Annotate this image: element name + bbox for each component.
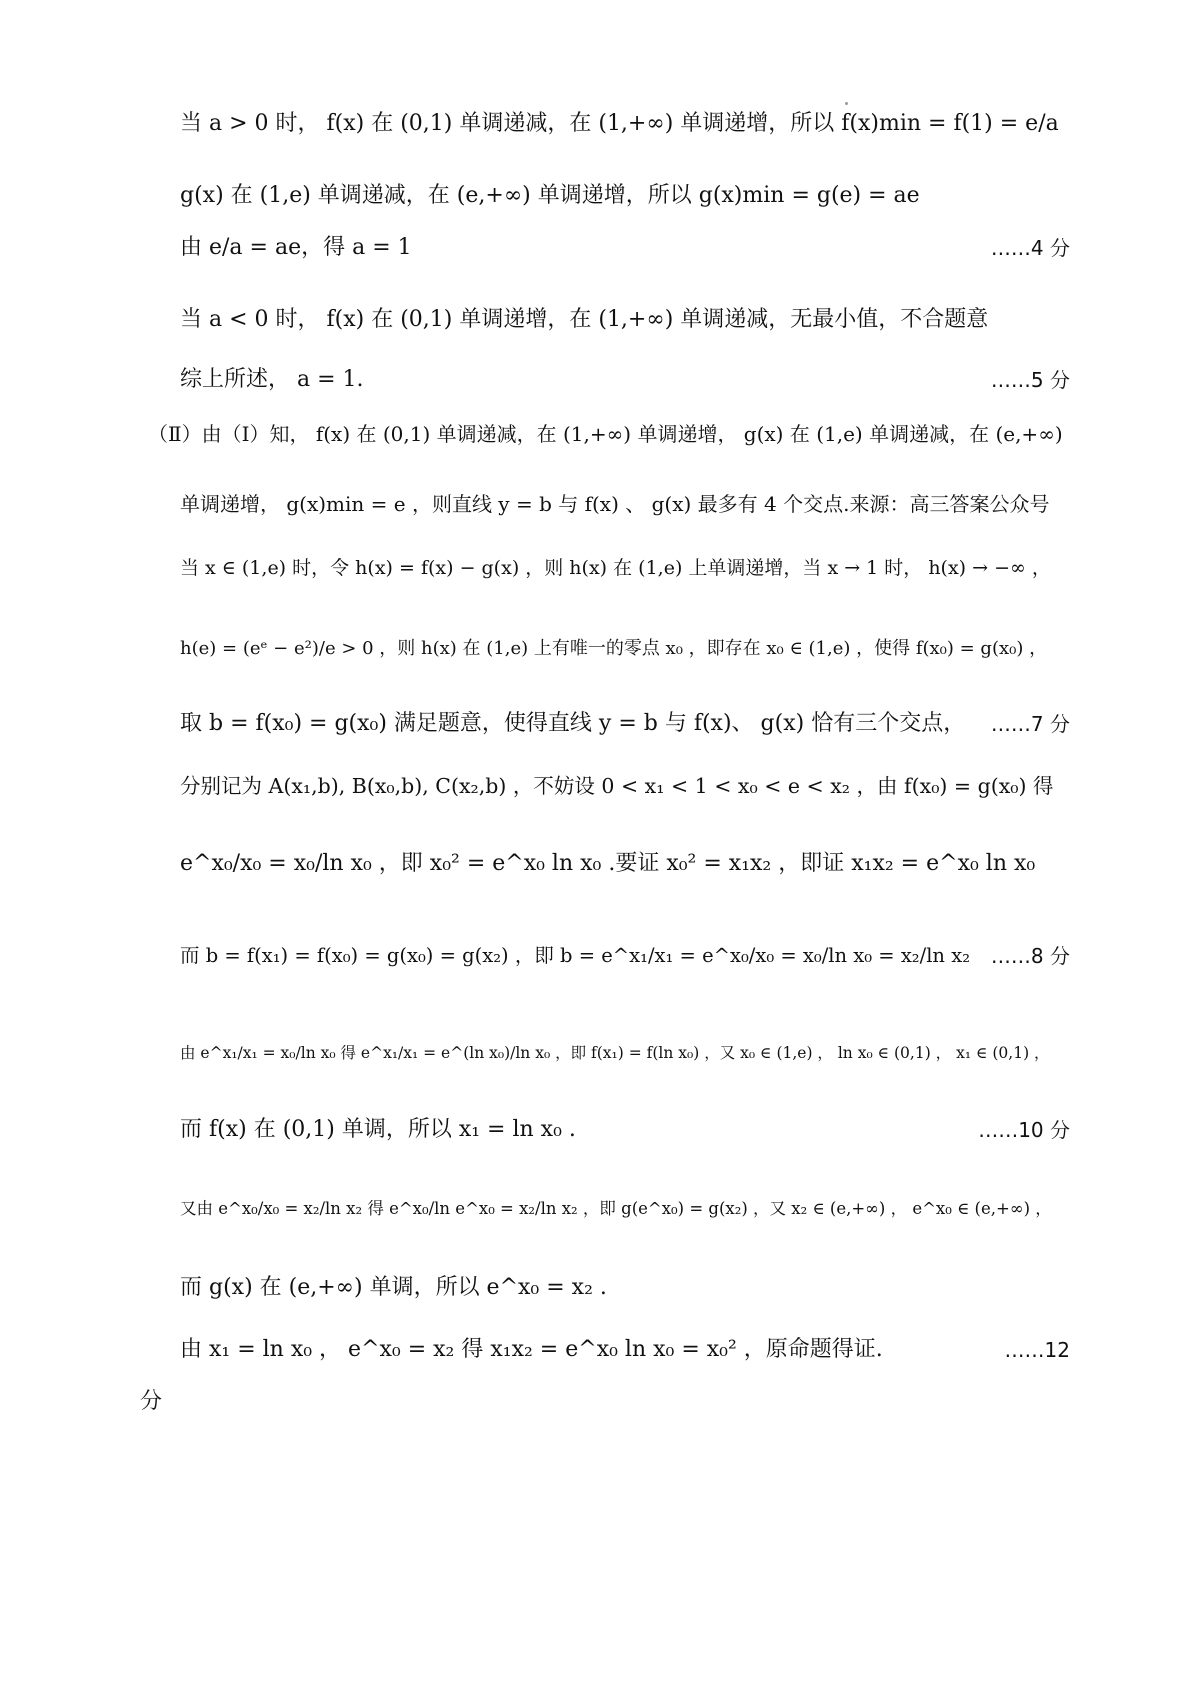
line-text: g(x) 在 (1,e) 单调递减，在 (e,+∞) 单调递增，所以 g(x)min = g(e) = ae bbox=[180, 183, 920, 208]
line-13 bbox=[180, 940, 1070, 972]
score-label: ……12 bbox=[1004, 1338, 1070, 1362]
line-18 bbox=[180, 1334, 1070, 1366]
score-label: ……7 分 bbox=[990, 712, 1070, 736]
line-text: 当 a > 0 时， f(x) 在 (0,1) 单调递减，在 (1,+∞) 单调递增，所以 f(x)min = f(1) = e/a bbox=[180, 111, 1059, 136]
line-text: 而 g(x) 在 (e,+∞) 单调，所以 e^x₀ = x₂ . bbox=[180, 1275, 607, 1300]
line-6 bbox=[148, 418, 1070, 451]
line-text: h(e) = (eᵉ − e²)/e > 0 ，则 h(x) 在 (1,e) 上有唯一的零点 x₀ ，即存在 x₀ ∈ (1,e) ，使得 f(x₀) = g(x₀) ， bbox=[180, 638, 1048, 659]
line-text: 综上所述， a = 1. bbox=[180, 367, 364, 392]
line-2 bbox=[180, 180, 1070, 212]
score-unit-wrap: 分 bbox=[140, 1389, 163, 1414]
line-3 bbox=[180, 232, 1070, 264]
line-text: 由 x₁ = ln x₀ ， e^x₀ = x₂ 得 x₁x₂ = e^x₀ ln x₀ = x₀² ，原命题得证. bbox=[180, 1337, 883, 1362]
line-text: 又由 e^x₀/x₀ = x₂/ln x₂ 得 e^x₀/ln e^x₀ = x₂/ln x₂ ，即 g(e^x₀) = g(x₂) ，又 x₂ ∈ (e,+∞) ， e^x₀ ∈ (e,+∞) ， bbox=[180, 1199, 1052, 1218]
line-text: 单调递增， g(x)min = e ，则直线 y = b 与 f(x) 、 g(x) 最多有 4 个交点.来源：高三答案公众号 bbox=[180, 492, 1050, 516]
line-15 bbox=[180, 1114, 1070, 1146]
line-text: 由 e/a = ae，得 a = 1 bbox=[180, 235, 412, 260]
line-9 bbox=[180, 632, 1070, 665]
line-text: 而 f(x) 在 (0,1) 单调，所以 x₁ = ln x₀ . bbox=[180, 1117, 576, 1142]
line-5 bbox=[180, 364, 1070, 396]
line-text: 由 e^x₁/x₁ = x₀/ln x₀ 得 e^x₁/x₁ = e^(ln x₀)/ln x₀ ，即 f(x₁) = f(ln x₀) ，又 x₀ ∈ (1,e) ， ln x₀ ∈ (0,1) ， x₁ ∈ (0,1) ， bbox=[180, 1044, 1050, 1062]
score-label: ……5 分 bbox=[990, 368, 1070, 392]
score-label: ……8 分 bbox=[990, 944, 1070, 968]
line-text: 当 a < 0 时， f(x) 在 (0,1) 单调递增，在 (1,+∞) 单调递减，无最小值，不合题意 bbox=[180, 307, 989, 332]
line-text: 分别记为 A(x₁,b), B(x₀,b), C(x₂,b) ，不妨设 0 < x₁ < 1 < x₀ < e < x₂ ，由 f(x₀) = g(x₀) 得 bbox=[180, 774, 1054, 798]
line-17 bbox=[180, 1272, 1070, 1304]
line-16 bbox=[180, 1192, 1070, 1225]
line-4 bbox=[180, 304, 1070, 336]
line-10 bbox=[180, 708, 1070, 740]
line-text: e^x₀/x₀ = x₀/ln x₀ ，即 x₀² = e^x₀ ln x₀ .要证 x₀² = x₁x₂ ，即证 x₁x₂ = e^x₀ ln x₀ bbox=[180, 851, 1036, 876]
scan-speck bbox=[845, 102, 848, 105]
line-text: 而 b = f(x₁) = f(x₀) = g(x₀) = g(x₂) ，即 b = e^x₁/x₁ = e^x₀/x₀ = x₀/ln x₀ = x₂/ln x₂ bbox=[180, 944, 971, 967]
line-12 bbox=[180, 848, 1070, 880]
score-label: ……10 分 bbox=[978, 1118, 1070, 1142]
score-label: ……4 分 bbox=[990, 236, 1070, 260]
line-text: 取 b = f(x₀) = g(x₀) 满足题意，使得直线 y = b 与 f(x)、 g(x) 恰有三个交点， bbox=[180, 711, 966, 736]
line-11 bbox=[180, 770, 1070, 803]
line-1 bbox=[180, 108, 1070, 140]
line-text: （Ⅱ）由（Ⅰ）知， f(x) 在 (0,1) 单调递减，在 (1,+∞) 单调递增， g(x) 在 (1,e) 单调递减，在 (e,+∞) bbox=[148, 422, 1063, 446]
line-14 bbox=[180, 1036, 1070, 1069]
line-7 bbox=[180, 488, 1070, 521]
line-8 bbox=[180, 552, 1070, 584]
line-text: 当 x ∈ (1,e) 时，令 h(x) = f(x) − g(x) ，则 h(x) 在 (1,e) 上单调递增，当 x → 1 时， h(x) → −∞ ， bbox=[180, 557, 1051, 579]
